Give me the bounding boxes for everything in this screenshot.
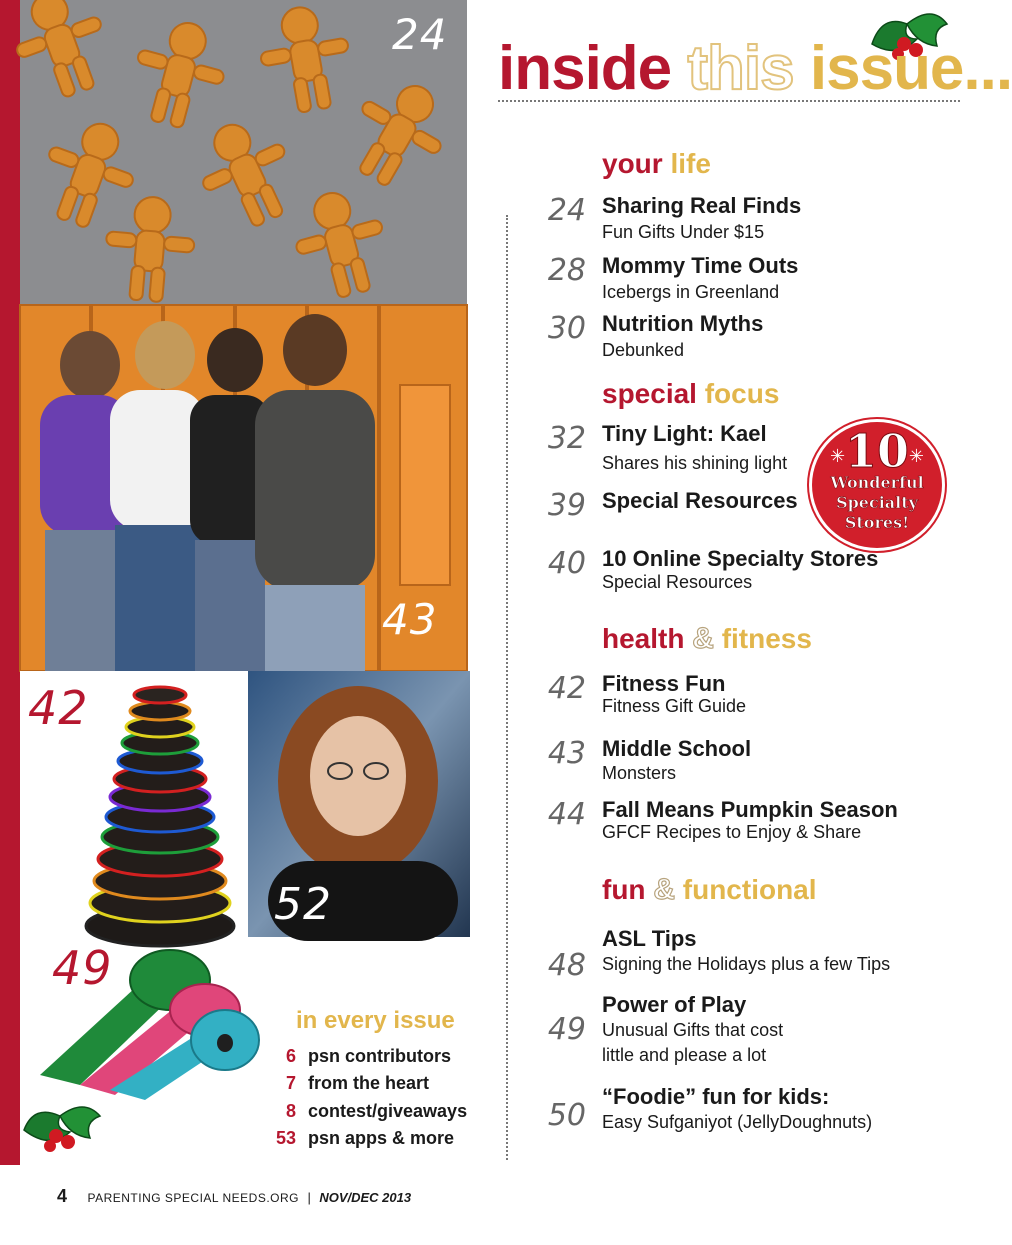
badge-number: 10 (844, 424, 909, 478)
star-icon: ✳ (830, 446, 846, 466)
photo-page-ref: 24 (392, 10, 448, 59)
specialty-stores-badge[interactable] (812, 422, 942, 548)
toc-subtitle: Debunked (602, 340, 685, 360)
photo-page-ref: 52 (274, 879, 332, 930)
toc-page-number: 44 (547, 797, 586, 832)
every-issue-page: 6 (285, 1046, 296, 1066)
page-title (498, 34, 1012, 103)
every-issue-label: from the heart (308, 1073, 430, 1093)
toc-title: Mommy Time Outs (602, 253, 799, 278)
every-issue-item[interactable] (268, 1101, 508, 1127)
toc-page-number: 42 (547, 671, 586, 706)
toc-subtitle: GFCF Recipes to Enjoy & Share (602, 822, 862, 842)
star-icon: ✳ (908, 446, 924, 466)
toc-page-number: 28 (547, 253, 586, 288)
title-word-this: this (687, 34, 794, 103)
toc-subtitle: Fun Gifts Under $15 (602, 222, 765, 242)
every-issue-label: contest/giveaways (308, 1101, 468, 1121)
toc-subtitle: Monsters (602, 763, 677, 783)
toc-title: Fitness Fun (602, 671, 726, 696)
every-issue-item[interactable] (268, 1073, 508, 1099)
toc-title: Power of Play (602, 992, 747, 1017)
section-heading-health-fitness: health & fitness (602, 622, 812, 655)
title-divider (498, 100, 960, 102)
badge-line: Wonderful (830, 473, 924, 492)
page-footer (57, 1186, 411, 1207)
toc-subtitle: little and please a lot (602, 1045, 767, 1065)
every-issue-item[interactable] (268, 1046, 508, 1072)
title-word-inside: inside (498, 34, 672, 103)
photo-page-ref: 49 (52, 941, 113, 995)
footer-publication: PARENTING SPECIAL NEEDS.ORG (87, 1191, 300, 1205)
title-word-issue: issue... (809, 34, 1012, 103)
footer-issue-date: NOV/DEC 2013 (319, 1190, 412, 1205)
every-issue-page: 8 (285, 1101, 296, 1121)
every-issue-item[interactable] (268, 1128, 508, 1154)
photo-page-ref: 42 (28, 681, 89, 735)
toc-subtitle: Unusual Gifts that cost (602, 1020, 784, 1040)
photo-ribbons (20, 935, 270, 1105)
toc-page-number: 39 (547, 488, 586, 523)
toc-page-number: 40 (547, 546, 586, 581)
toc-page-number: 24 (547, 193, 586, 228)
photo-students-at-lockers (20, 305, 467, 671)
toc-title: Middle School (602, 736, 752, 761)
toc-page-number: 49 (547, 1012, 586, 1047)
toc-page-number: 50 (547, 1098, 586, 1133)
toc-title: Fall Means Pumpkin Season (602, 797, 898, 822)
toc-subtitle: Icebergs in Greenland (602, 282, 780, 302)
badge-line: Stores! (844, 513, 910, 532)
section-heading-fun-functional: fun & functional (602, 873, 817, 906)
every-issue-page: 53 (275, 1128, 296, 1148)
photo-gingerbread-cookies (20, 0, 467, 305)
every-issue-label: psn contributors (308, 1046, 451, 1066)
toc-page-number: 43 (547, 736, 586, 771)
every-issue-heading: in every issue (296, 1007, 455, 1034)
toc-title: 10 Online Specialty Stores (602, 546, 879, 571)
photo-girl-portrait (248, 671, 470, 937)
toc-page-number: 48 (547, 948, 586, 983)
toc-title: “Foodie” fun for kids: (602, 1084, 830, 1109)
toc-title: Special Resources (602, 488, 798, 513)
toc-subtitle: Signing the Holidays plus a few Tips (602, 954, 891, 974)
section-heading-your-life: your life (602, 148, 711, 179)
photo-fitness-discs (20, 671, 248, 951)
left-red-bar (0, 0, 20, 1165)
toc-page-number: 30 (547, 311, 586, 346)
toc-title: Nutrition Myths (602, 311, 764, 336)
every-issue-label: psn apps & more (308, 1128, 455, 1148)
toc-subtitle: Easy Sufganiyot (JellyDoughnuts) (602, 1112, 873, 1132)
toc-title: Tiny Light: Kael (602, 421, 767, 446)
toc-title: Sharing Real Finds (602, 193, 802, 218)
toc-subtitle: Special Resources (602, 572, 753, 592)
contents-divider (506, 215, 508, 1160)
footer-page-number: 4 (57, 1186, 68, 1206)
toc-subtitle: Fitness Gift Guide (602, 696, 747, 716)
section-heading-special-focus: special focus (602, 378, 780, 409)
toc-page-number: 32 (547, 421, 586, 456)
toc-subtitle: Shares his shining light (602, 453, 788, 473)
holly-icon (20, 1100, 104, 1162)
toc-title: ASL Tips (602, 926, 697, 951)
photo-page-ref: 43 (382, 595, 438, 644)
badge-line: Specialty (836, 493, 918, 512)
every-issue-page: 7 (285, 1073, 296, 1093)
footer-separator: | (307, 1190, 311, 1205)
